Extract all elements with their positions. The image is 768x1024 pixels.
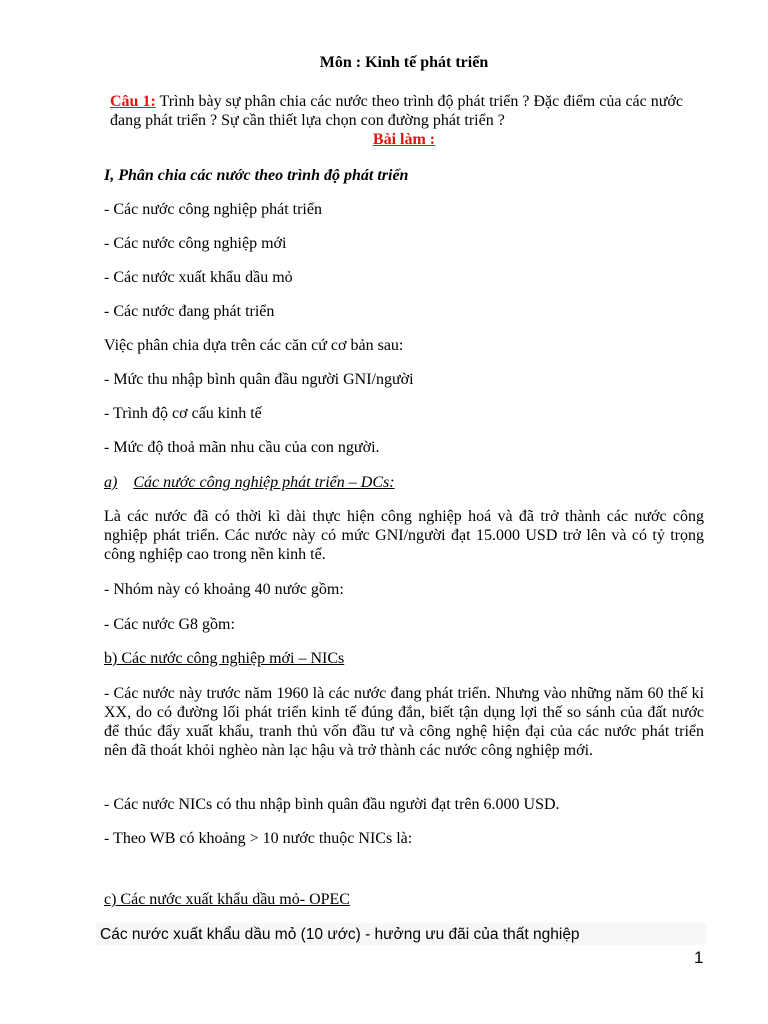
list-item: - Mức độ thoả mãn nhu cầu của con người.: [104, 439, 380, 456]
subsection-a-heading: [104, 473, 704, 492]
question-paragraph: [110, 92, 700, 130]
subsection-a-paragraph: Là các nước đã có thời kì dài thực hiện công nghiệp hoá và đã trở thành các nước công nghiệp phát triển. Các nước này có mức GNI/người đạt 15.000 USD trở lên và có tỷ trọng công nghiệp cao trong nền kinh tế.: [104, 508, 704, 563]
list-item: - Nhóm này có khoảng 40 nước gồm:: [104, 581, 344, 598]
subsection-b-heading: b) Các nước công nghiệp mới – NICs: [104, 650, 345, 667]
subsection-b-paragraph: - Các nước này trước năm 1960 là các nước đang phát triển. Nhưng vào những năm 60 thế kỉ XX, do có đường lối phát triển kinh tế đúng đắn, biết tận dụng lợi thế so sánh của đất nước để thúc đẩy xuất khẩu, tranh thủ vốn đầu tư và công nghệ hiện đại của các nước phát triển nên đã thoát khỏi nghèo nàn lạc hậu và trở thành các nước công nghiệp mới.: [104, 685, 704, 759]
answer-label: Bài làm :: [372, 131, 436, 148]
question-label: Câu 1:: [110, 93, 156, 110]
list-item: - Các nước công nghiệp mới: [104, 235, 287, 252]
list-item: - Các nước NICs có thu nhập bình quân đầu người đạt trên 6.000 USD.: [104, 796, 560, 813]
highlight-line: Các nước xuất khẩu dầu mỏ (10 ước) - hưởng ưu đãi của thất nghiệp: [100, 926, 580, 943]
subsection-a-title: Các nước công nghiệp phát triển – DCs:: [133, 474, 395, 491]
document-title: Môn : Kinh tế phát triển: [319, 54, 489, 71]
list-item: - Mức thu nhập bình quân đầu người GNI/người: [104, 371, 414, 388]
subsection-a-marker: a): [104, 474, 118, 491]
list-item: - Các nước xuất khẩu dầu mỏ: [104, 269, 293, 286]
section-heading: I, Phân chia các nước theo trình độ phát triển: [104, 167, 409, 184]
list-item: - Các nước đang phát triển: [104, 303, 275, 320]
list-item: - Theo WB có khoảng > 10 nước thuộc NICs là:: [104, 830, 413, 847]
basis-intro: Việc phân chia dựa trên các căn cứ cơ bản sau:: [104, 337, 404, 354]
list-item: - Các nước G8 gồm:: [104, 616, 235, 633]
subsection-c-heading: c) Các nước xuất khẩu dầu mỏ- OPEC: [104, 891, 350, 908]
question-text: Trình bày sự phân chia các nước theo trình độ phát triển ? Đặc điểm của các nước đang phát triển ? Sự cần thiết lựa chọn con đường phát triển ?: [110, 93, 683, 129]
list-item: - Các nước công nghiệp phát triển: [104, 201, 322, 218]
list-item: - Trình độ cơ cấu kinh tế: [104, 405, 262, 422]
page-number: 1: [694, 948, 704, 967]
